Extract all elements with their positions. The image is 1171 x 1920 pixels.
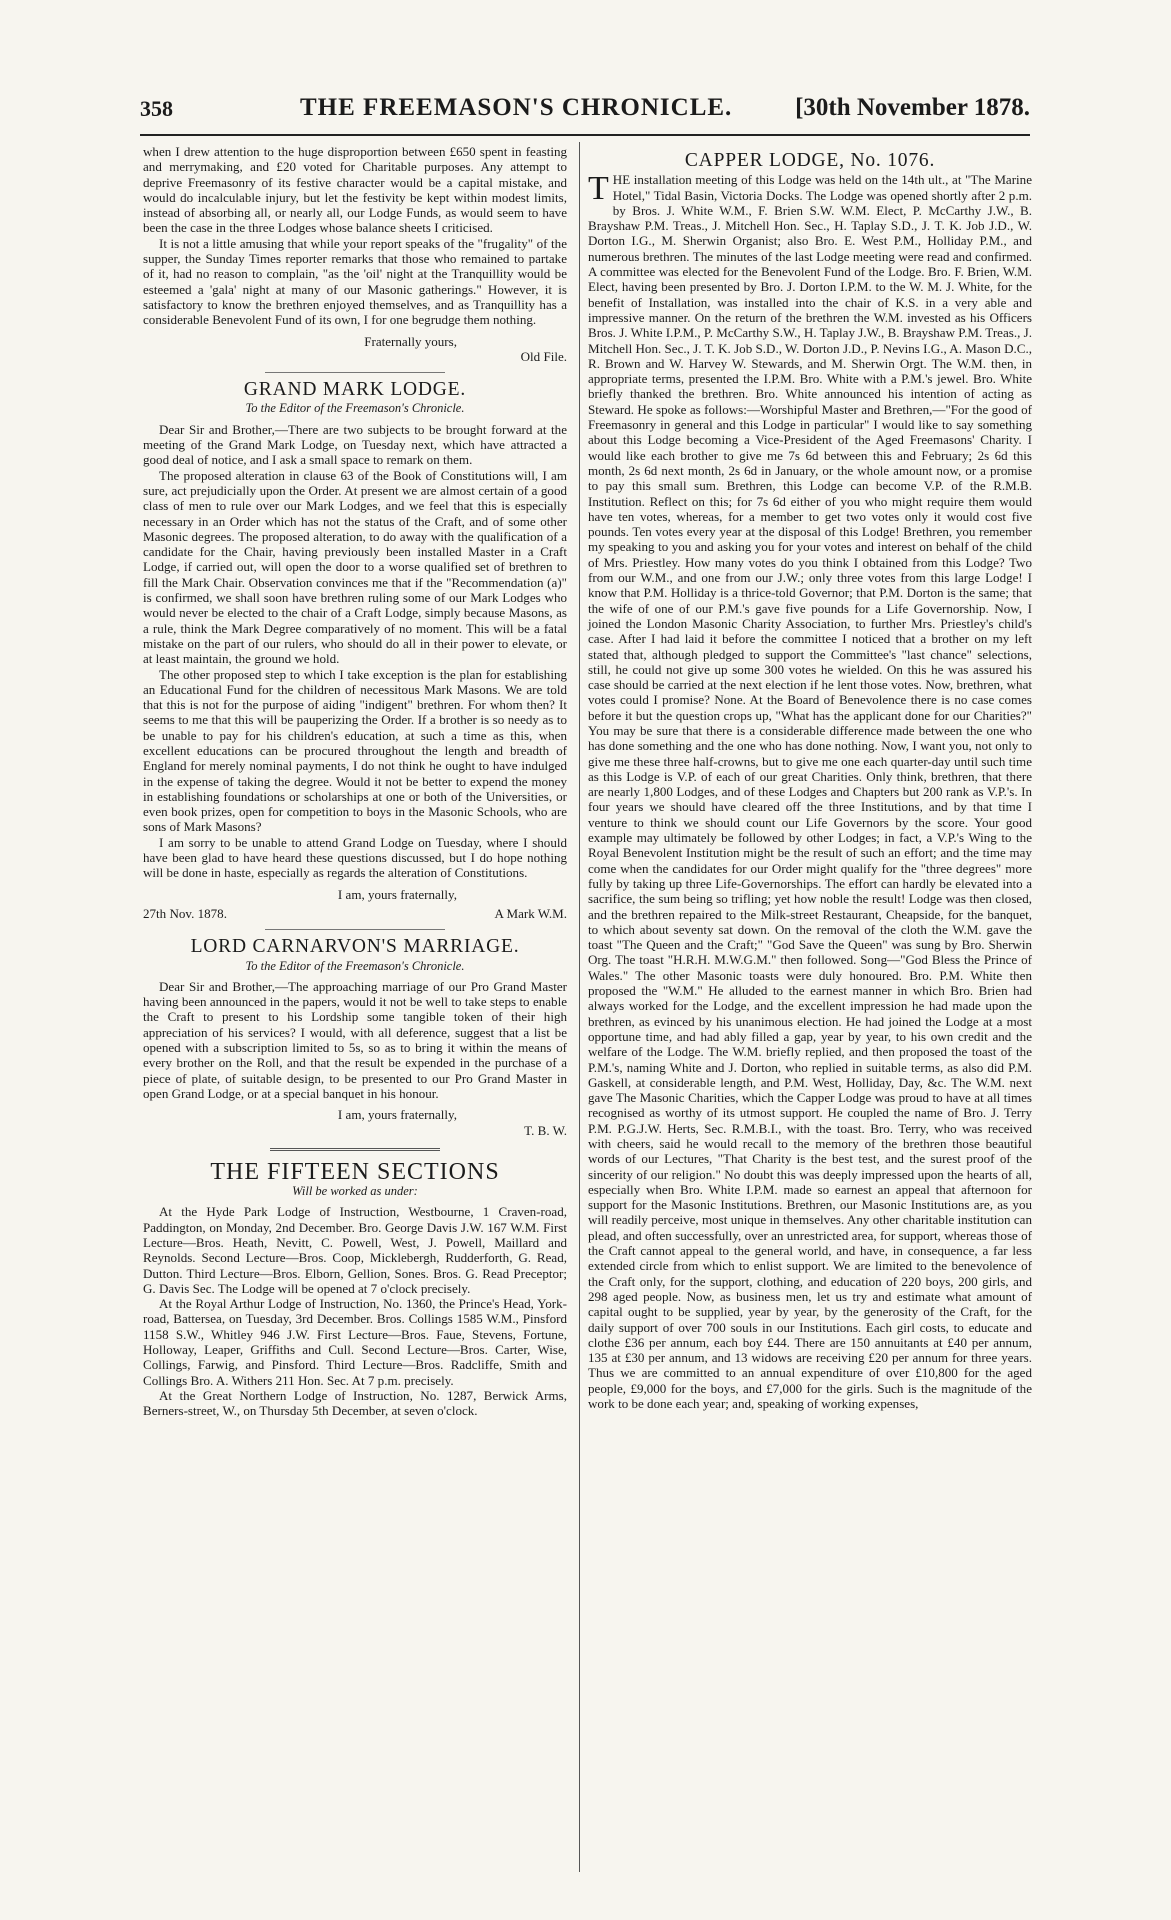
section-divider [265,372,445,373]
issue-date: [30th November 1878. [795,94,1030,121]
section-divider [270,1148,440,1151]
grand-mark-heading: GRAND MARK LODGE. [243,379,467,401]
newspaper-title: THE FREEMASON'S CHRONICLE. [300,94,733,121]
carnarvon-subheading: To the Editor of the Freemason's Chronicle. [245,958,465,973]
carnarvon-closing: I am, yours fraternally, [337,1107,457,1123]
grand-mark-paragraph-4: I am sorry to be unable to attend Grand Lodge on Tuesday, where I should have been glad to have heard these questions discussed, but I do hope nothing will be done in haste, especially as regards the alteration of Constitutions. [143,834,567,881]
fifteen-subheading: Will be worked as under: [292,1184,418,1199]
grand-mark-subheading: To the Editor of the Freemason's Chronicle. [245,401,465,416]
capper-lodge-article [588,150,1032,1412]
grand-mark-paragraph-1: Dear Sir and Brother,—There are two subjects to be brought forward at the meeting of the Grand Mark Lodge, on Tuesday next, which have attracted a good deal of notice, and I ask a small space to remark on them. [143,421,567,468]
fifteen-paragraph-1: At the Hyde Park Lodge of Instruction, Westbourne, 1 Craven-road, Paddington, on Monday, 2nd December. Bro. George Davis J.W. 167 W.M. First Lecture—Bros. Heath, Nevitt, C. Powell, West, J. Powell, Maillard and Reynolds. Second Lecture—Bros. Coop, Micklebergh, Rudderforth, G. Read, Dutton. Third Lecture—Bros. Elborn, Gellion, Sones. Bros. G. Read Preceptor; G. Davis Sec. The Lodge will be opened at 7 o'clock precisely. [143,1204,567,1296]
old-file-closing: Fraternally yours, [364,333,457,349]
header-rule [140,134,1030,136]
left-column [143,144,567,1419]
old-file-paragraph-1: when I drew attention to the huge disproportion between £650 spent in feasting and merrymaking, and £20 voted for Charitable purposes. Any attempt to deprive Freemasonry of its festive character would be a capital mistake, and would do incalculable injury, but let the festivity be kept within modest limits, instead of absorbing all, or nearly all, our Lodge Funds, as would seem to have been the case in the three Lodges whose balance sheets I criticised. [143,144,567,236]
carnarvon-heading: LORD CARNARVON'S MARRIAGE. [190,936,520,958]
grand-mark-date: 27th Nov. 1878. [143,905,227,921]
grand-mark-paragraph-2: The proposed alteration in clause 63 of the Book of Constitutions will, I am sure, act prejudicially upon the Order. At present we are almost certain of a good class of men to rule over our Mark Lodges, and we feel that this is especially necessary in an Order which has not the status of the Craft, and of some other Masonic degrees. The proposed alteration, to do away with the qualification of a candidate for the Chair, having previously been installed Master in a Craft Lodge, if carried out, will open the door to a worse qualified set of brethren to fill the Mark Chair. Observation convinces me that if the "Recommendation (a)" is confirmed, we shall soon have brethren ruling some of our Mark Lodges who would never be elected to the chair of a Craft Lodge, simply because Masons, as a rule, think the Mark Degree comparatively of no moment. This will be a fatal mistake on the part of our rulers, who should do all in their power to elevate, or at least maintain, the ground we hold. [143,467,567,667]
column-divider [579,142,580,1872]
masthead [140,94,1030,128]
fifteen-sections-article [143,1158,567,1419]
old-file-signature: Old File. [520,348,567,364]
right-column [588,144,1032,1411]
page-number: 358 [140,96,173,121]
carnarvon-signature: T. B. W. [524,1122,567,1138]
capper-heading: CAPPER LODGE, No. 1076. [684,150,936,171]
drop-cap: T [588,170,609,208]
old-file-letter [143,144,567,364]
fifteen-paragraph-2: At the Royal Arthur Lodge of Instruction, No. 1360, the Prince's Head, York-road, Battersea, on Tuesday, 3rd December. Bros. Collings 1585 W.M., Pinsford 1158 S.W., Whitley 946 J.W. First Lecture—Bros. Faue, Stevens, Fortune, Holloway, Leaper, Griffiths and Cull. Second Lecture—Bros. Carter, Wise, Collings, Farwig, and Pinsford. Third Lecture—Bros. Radcliffe, Smith and Collings Bro. A. Withers 211 Hon. Sec. At 7 p.m. precisely. [143,1296,567,1388]
capper-body: HE installation meeting of this Lodge was held on the 14th ult., at "The Marine Hotel," Tidal Basin, Victoria Docks. The Lodge was opened shortly after 2 p.m. by Bros. J. White W.M., F. Brien S.W. W.M. Elect, P. McCarthy J.W., B. Brayshaw P.M. Treas., J. Mitchell Hon. Sec., H. Taplay S.D., J. T. K. Job J.D., W. Dorton I.G., M. Sherwin Organist; also Bro. E. West P.M., Holliday P.M., and numerous brethren. The minutes of the last Lodge meeting were read and confirmed. A committee was elected for the Benevolent Fund of the Lodge. Bro. F. Brien, W.M. Elect, having been presented by Bro. J. Dorton I.P.M. to the W. M. J. White, for the benefit of Installation, was installed into the chair of K.S. in a very able and impressive manner. On the return of the brethren the W.M. invested as his Officers Bros. J. White I.P.M., P. McCarthy S.W., H. Taplay J.W., B. Brayshaw P.M. Treas., J. Mitchell Hon. Sec., J. T. K. Job S.D., W. Dorton J.D., P. Nevins I.G., A. Mason D.C., R. Brown and W. Harvey W. Stewards, and M. Sherwin Orgt. The W.M. then, in appropriate terms, presented the I.P.M. Bro. White with a P.M.'s jewel. Bro. White briefly thanked the brethren. Bro. White announced his intention of acting as Steward. He spoke as follows:—Worshipful Master and Brethren,—"For the good of Freemasonry in general and this Lodge in particular" I would like to say something about this Lodge becoming a Vice-President of the Aged Freemasons' Charity. I would like each brother to give me 7s 6d between this and February; 2s 6d this month, 2s 6d next month, 2s 6d in January, or the whole amount now, or a promise to pay this small sum. Brethren, this Lodge can become V.P. of the R.M.B. Institution. Reflect on this; for 7s 6d either of you who might require them would have ten votes, whereas, for a member to get two votes only it would cost five pounds. Ten votes every year at the disposal of this Lodge! Brethren, you remember my speaking to you and asking you for your votes and interest on behalf of the child of Mrs. Priestley. How many votes do you think I obtained from this Lodge? Two from our W.M., and one from our J.W.; only three votes from this large Lodge! I know that P.M. Holliday is a thrice-told Governor; that P.M. Dorton is the same; that the wife of one of our P.M.'s gave five pounds for a Life Governorship. Now, I joined the London Masonic Charity Association, to further Mrs. Priestley's child's case. After I had laid it before the committee I noticed that a brother on my left stated that, although pledged to support the Committee's "last chance" selections, still, he could not give up some 300 votes he wielded. On this he was assured his case should be carried at the next election if he lent those votes. Now, brethren, what votes could I promise? None. At the Board of Benevolence there is no case comes before it but the question crops up, "What has the applicant done for our Charities?" You may be sure that there is a considerable difference made between the one who has done something and the one who has done nothing. Now, I want you, not only to give me these three half-crowns, but to give me one each quarter-day until such time as this Lodge is V.P. of each of our great Charities. Only think, brethren, that there are nearly 1,800 Lodges, and of these Lodges and Chapters but 200 rank as V.P.'s. In four years we should have cleared off the three Institutions, and by that time I venture to think we should count our Life Governors by the score. Your good example may ultimately be followed by other Lodges; in fact, a V.P.'s Wing to the Royal Benevolent Institution might be the result of such an effort; and the time may come when the candidates for our Order might qualify for the "three degrees" more fully by taking up three Life-Governorships. The effort can hardly be elevated into a sacrifice, the sum being so trifling; yet how noble the result! Lodge was then closed, and the brethren repaired to the Milk-street Restaurant, Cheapside, for the banquet, to which about seventy sat down. On the removal of the cloth the W.M. gave the toast "The Queen and the Craft;" "God Save the Queen" was sung by Bro. Sherwin Org. The toast "H.R.H. M.W.G.M." then followed. Song—"God Bless the Prince of Wales." The other Masonic toasts were duly honoured. Bro. P.M. White then proposed the "W.M." He alluded to the earnest manner in which Bro. Brien had always worked for the Lodge, and the excellent impression he had made upon the brethren, as evinced by his unanimous election. He had joined the Lodge at a most opportune time, and had ably filled a gap, year by year, to his own credit and the welfare of the Lodge. The W.M. briefly replied, and then proposed the toast of the P.M.'s, naming White and J. Dorton, who replied in suitable terms, as also did P.M. Gaskell, at considerable length, and P.M. West, Holliday, Day, &c. The W.M. next gave The Masonic Charities, which the Capper Lodge was proud to have at all times recognised as worthy of its utmost support. He coupled the name of Bro. J. Terry P.M. P.G.J.W. Herts, Sec. R.M.B.I., with the toast. Bro. Terry, who was received with cheers, said he would recall to the memory of the brethren those beautiful words of our Lectures, "That Charity is the best test, and the surest proof of the sincerity of our religion." No doubt this was deeply impressed upon the hearts of all, especially when Bro. White I.P.M. made so earnest an appeal that afternoon for support for the Masonic Institutions. Brethren, our Masonic Institutions are, as you will readily perceive, most unique in themselves. Any other charitable institution can plead, and often successfully, over an unrestricted area, for support, whereas those of the Craft cannot appeal to the general world, and have, in consequence, a far less extended circle from which to enlist support. We are limited to the benevolence of the Craft only, for the support, clothing, and education of 220 boys, 200 girls, and 298 aged people. Now, as business men, let us try and estimate what amount of capital ought to be supplied, year by year, by the generosity of the Craft, for the daily support of over 700 souls in our Institutions. Each girl costs, to educate and clothe £36 per annum, each boy £44. There are 150 annuitants at £40 per annum, 135 at £30 per annum, and 13 widows are receiving £20 per annum for three years. Thus we are committed to an annual expenditure of over £10,800 for the aged people, £9,000 for the boys, and £7,000 for the girls. Such is the magnitude of the work to be done each year; and, speaking of working expenses, [588,172,1032,1412]
fifteen-paragraph-3: At the Great Northern Lodge of Instruction, No. 1287, Berwick Arms, Berners-street, W., on Thursday 5th December, at seven o'clock. [143,1387,567,1419]
carnarvon-paragraph-1: Dear Sir and Brother,—The approaching marriage of our Pro Grand Master having been announced in the papers, would it not be well to take steps to enable the Craft to present to his Lordship some tangible token of their high appreciation of his services? I would, with all deference, suggest that a list be opened with a subscription limited to 5s, so as to bring it within the means of every brother on the Roll, and that the result be expended in the purchase of a piece of plate, of suitable design, to be presented to our Pro Grand Master in open Grand Lodge, or at a special banquet in his honour. [143,978,567,1101]
grand-mark-signature: A Mark W.M. [494,905,567,921]
grand-mark-paragraph-3: The other proposed step to which I take exception is the plan for establishing an Educational Fund for the children of necessitous Mark Masons. We are told that this is not for the purpose of aiding "indigent" brethren. For whom then? It seems to me that this will be pauperizing the Order. If a brother is so needy as to be unable to pay for his children's education, at such a time as this, when excellent educations can be procured throughout the length and breadth of England for merely nominal payments, I do not think he ought to have indulged in the expense of taking the degree. Would it not be better to expend the money in establishing foundations or scholarships at one or both of the Universities, or even book prizes, open for competition to boys in the Masonic Schools, who are sons of Mark Masons? [143,666,567,835]
grand-mark-closing: I am, yours fraternally, [337,886,457,902]
grand-mark-signature-row [143,906,567,921]
carnarvon-article [143,936,567,1138]
fifteen-heading: THE FIFTEEN SECTIONS [210,1158,500,1185]
old-file-paragraph-2: It is not a little amusing that while your report speaks of the "frugality" of the supper, the Sunday Times reporter remarks that those who remained to partake of it, had no reason to complain, "as the 'oil' night at the Tranquillity would be esteemed a 'gala' night at many of our Masonic gatherings." However, it is satisfactory to know the brethren enjoyed themselves, and as Tranquillity has a considerable Benevolent Fund of its own, I for one begrudge them nothing. [143,235,567,328]
section-divider [265,929,445,930]
grand-mark-lodge-article [143,379,567,921]
capper-paragraph-1 [588,172,1032,1411]
